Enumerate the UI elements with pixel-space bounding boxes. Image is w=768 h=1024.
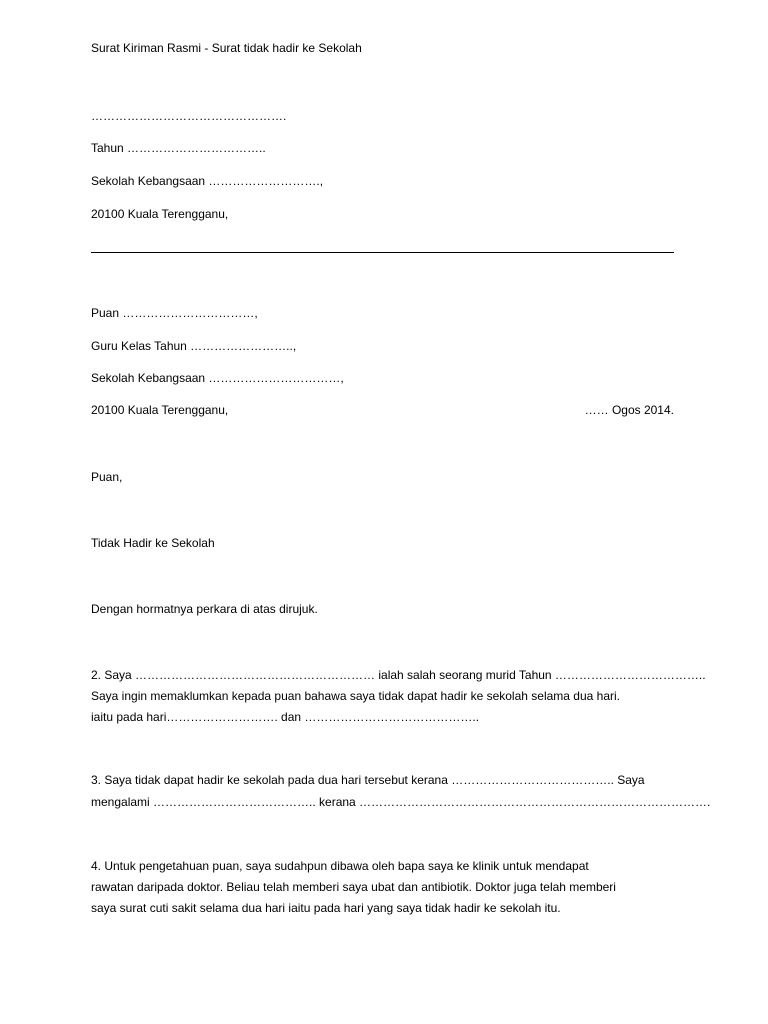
paragraph-2-line: 2. Saya …………………………………………………… ialah salah seorang murid Tahun ……………………………….. [91, 668, 706, 682]
paragraph-4-line: saya surat cuti sakit selama dua hari iaitu pada hari yang saya tidak hadir ke sekolah itu. [91, 901, 561, 915]
paragraph-4-line: 4. Untuk pengetahuan puan, saya sudahpun dibawa oleh bapa saya ke klinik untuk mendapat [91, 859, 589, 873]
paragraph-2-line: Saya ingin memaklumkan kepada puan bahawa saya tidak dapat hadir ke sekolah selama dua hari. [91, 689, 620, 703]
sender-city-line: 20100 Kuala Terengganu, [91, 207, 229, 221]
salutation: Puan, [91, 470, 123, 484]
paragraph-3-line: 3. Saya tidak dapat hadir ke sekolah pada dua hari tersebut kerana ………………………………….. Saya [91, 773, 645, 787]
paragraph-2-line: iaitu pada hari………………………. dan …………………………………….. [91, 710, 480, 724]
paragraph-4-line: rawatan daripada doktor. Beliau telah memberi saya ubat dan antibiotik. Doktor juga telah memberi [91, 880, 616, 894]
opening-paragraph: Dengan hormatnya perkara di atas dirujuk. [91, 602, 318, 616]
sender-school-line: Sekolah Kebangsaan ………………………., [91, 174, 324, 188]
recipient-guru-line: Guru Kelas Tahun …………………….., [91, 339, 297, 353]
recipient-puan-line: Puan ……………………………, [91, 306, 258, 320]
paragraph-3-line: mengalami ………………………………….. kerana ……………………………………………………………………………. [91, 795, 711, 809]
recipient-school-line: Sekolah Kebangsaan ……………………………, [91, 371, 344, 385]
subject-heading: Tidak Hadir ke Sekolah [91, 536, 215, 550]
recipient-city-line: 20100 Kuala Terengganu, [91, 403, 229, 417]
letter-date: …… Ogos 2014. [584, 403, 674, 417]
sender-tahun-line: Tahun …………………………….. [91, 141, 266, 155]
sender-name-line: …………………………………………. [91, 109, 287, 123]
address-divider [91, 252, 674, 253]
document-title: Surat Kiriman Rasmi - Surat tidak hadir ke Sekolah [91, 41, 362, 55]
